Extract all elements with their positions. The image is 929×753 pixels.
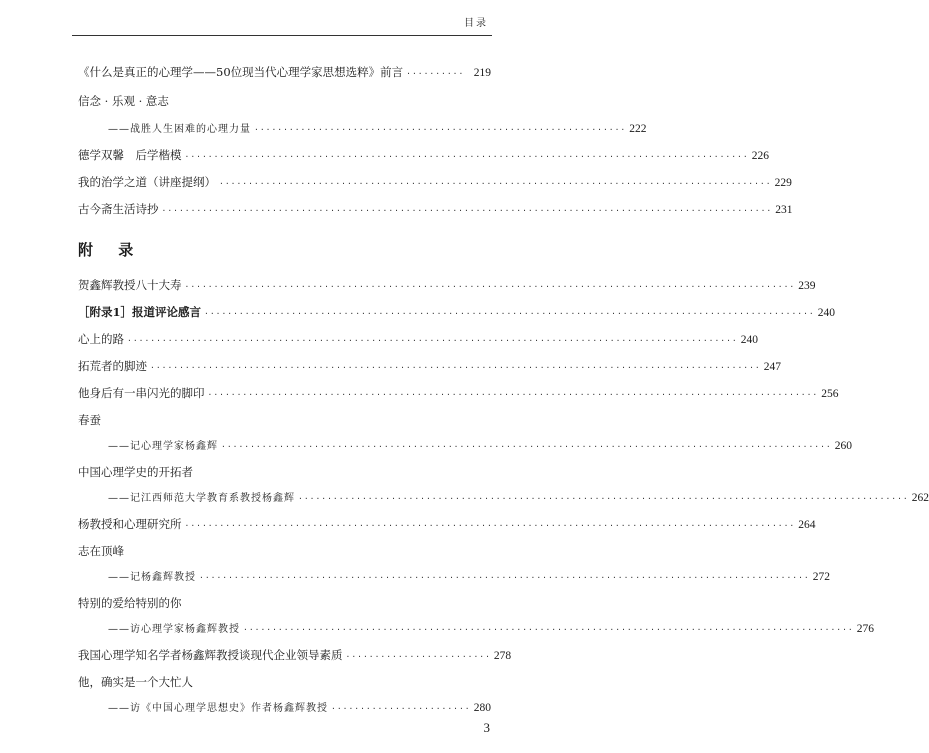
toc-entry[interactable] <box>78 675 491 690</box>
toc-entry-title: 贺鑫辉教授八十大寿 <box>78 278 182 292</box>
toc-entry-page: 280 <box>473 702 491 714</box>
toc-entry-page: 229 <box>774 177 792 189</box>
toc-entry[interactable] <box>78 202 793 218</box>
toc-entry[interactable] <box>78 465 491 480</box>
toc-entry-page: 278 <box>493 650 512 662</box>
toc-leader-dots: ········································································································· <box>184 282 796 291</box>
toc-entry[interactable] <box>78 278 816 294</box>
toc-entry-page: 240 <box>817 307 835 319</box>
toc-entry-title: 他身后有一串闪光的脚印 <box>78 386 205 400</box>
toc-entry-title: 特别的爱给特别的你 <box>78 596 182 610</box>
toc-entry[interactable] <box>78 148 769 164</box>
toc-entry-title: 古今斋生活诗抄 <box>78 202 159 216</box>
toc-leader-dots: ········································································································· <box>298 494 909 503</box>
toc-entry-page: 219 <box>473 67 491 79</box>
toc-entry-page: 262 <box>911 492 929 504</box>
toc-leader-dots: ········································································································· <box>204 309 815 318</box>
toc-entry[interactable] <box>78 359 781 375</box>
toc-entry[interactable] <box>78 544 491 559</box>
toc-leader-dots: ·········· <box>406 69 465 78</box>
toc-entry-title: 信念 · 乐观 · 意志 <box>78 94 169 108</box>
toc-leader-dots: ········································································································· <box>150 363 761 372</box>
toc-entry[interactable] <box>78 413 491 428</box>
toc-entry[interactable] <box>78 65 491 81</box>
toc-entry-page: 264 <box>798 519 816 531</box>
toc-subentry[interactable] <box>78 622 874 637</box>
toc-entry-title: ——记江西师范大学教育系教授杨鑫辉 <box>108 493 295 504</box>
toc-subentry[interactable] <box>78 491 929 506</box>
toc-leader-dots: ········································································································· <box>243 625 854 634</box>
toc-entry-page: 272 <box>812 571 830 583</box>
toc-entry-title: ［附录1］报道评论感言 <box>78 305 202 319</box>
toc-entry-page: 222 <box>629 123 647 135</box>
toc-entry-page: 226 <box>751 150 769 162</box>
page-number: 3 <box>483 720 490 735</box>
toc-entry-title: 志在顶峰 <box>78 544 124 558</box>
toc-entry-page: 231 <box>775 204 793 216</box>
toc-leader-dots: ········································································································· <box>221 442 832 451</box>
toc-subentry[interactable] <box>78 570 830 585</box>
toc-entry-page: 240 <box>740 334 758 346</box>
toc-entry-page: 276 <box>856 623 874 635</box>
toc-entry[interactable] <box>78 648 512 664</box>
toc-leader-dots: ································································ <box>254 125 627 134</box>
toc-entry[interactable] <box>78 517 816 533</box>
toc-entry-title: 德学双馨 后学楷模 <box>78 148 182 162</box>
toc-entry-title: 他，确实是一个大忙人 <box>78 675 193 689</box>
toc-entry[interactable] <box>78 596 491 611</box>
toc-entry-title: 我的治学之道（讲座提纲） <box>78 175 216 189</box>
toc-entry-title: 杨教授和心理研究所 <box>78 517 182 531</box>
toc-subentry[interactable] <box>78 439 852 454</box>
toc-entry-page: 256 <box>821 388 839 400</box>
toc-leader-dots: ········································································································· <box>127 336 738 345</box>
toc-entry[interactable] <box>78 386 839 402</box>
toc-leader-dots: ········································································································· <box>161 206 773 215</box>
toc-leader-dots: ········································································································· <box>199 573 810 582</box>
toc-subentry[interactable] <box>78 122 647 137</box>
toc-entry-title: 拓荒者的脚迹 <box>78 359 147 373</box>
toc-entry-title: 心上的路 <box>78 332 124 346</box>
toc-leader-dots: ······························································································· <box>219 179 772 188</box>
toc-leader-dots: ········································································································· <box>184 521 796 530</box>
toc-entry-title: 春蚕 <box>78 413 101 427</box>
header-rule <box>72 35 492 36</box>
toc-entry-page: 260 <box>834 440 852 452</box>
toc-entry[interactable] <box>78 175 792 191</box>
toc-leader-dots: ························ <box>331 704 471 713</box>
toc-entry-page: 247 <box>763 361 781 373</box>
toc-entry[interactable] <box>78 94 491 109</box>
toc-entry[interactable] <box>78 332 758 348</box>
toc-entry-title: ——记心理学家杨鑫辉 <box>108 441 218 452</box>
toc-leader-dots: ························· <box>345 652 491 661</box>
toc-entry-title: 我国心理学知名学者杨鑫辉教授谈现代企业领导素质 <box>78 648 343 662</box>
appendix-heading: 附 录 <box>78 241 144 259</box>
toc-entry-title: ——访心理学家杨鑫辉教授 <box>108 624 240 635</box>
toc-entry-title: ——访《中国心理学思想史》作者杨鑫辉教授 <box>108 703 328 714</box>
toc-entry-title: 中国心理学史的开拓者 <box>78 465 193 479</box>
table-of-contents <box>78 65 929 716</box>
toc-leader-dots: ········································································································· <box>207 390 819 399</box>
toc-subentry[interactable] <box>78 701 491 716</box>
toc-leader-dots: ································································································· <box>184 152 749 161</box>
toc-entry-title: ——记杨鑫辉教授 <box>108 572 196 583</box>
toc-entry-title: 《什么是真正的心理学——50位现当代心理学家思想选粹》前言 <box>78 65 404 79</box>
toc-entry-title: ——战胜人生困难的心理力量 <box>108 124 251 135</box>
running-header: 目录 <box>464 18 488 29</box>
toc-entry[interactable] <box>78 305 835 321</box>
toc-entry-page: 239 <box>798 280 816 292</box>
